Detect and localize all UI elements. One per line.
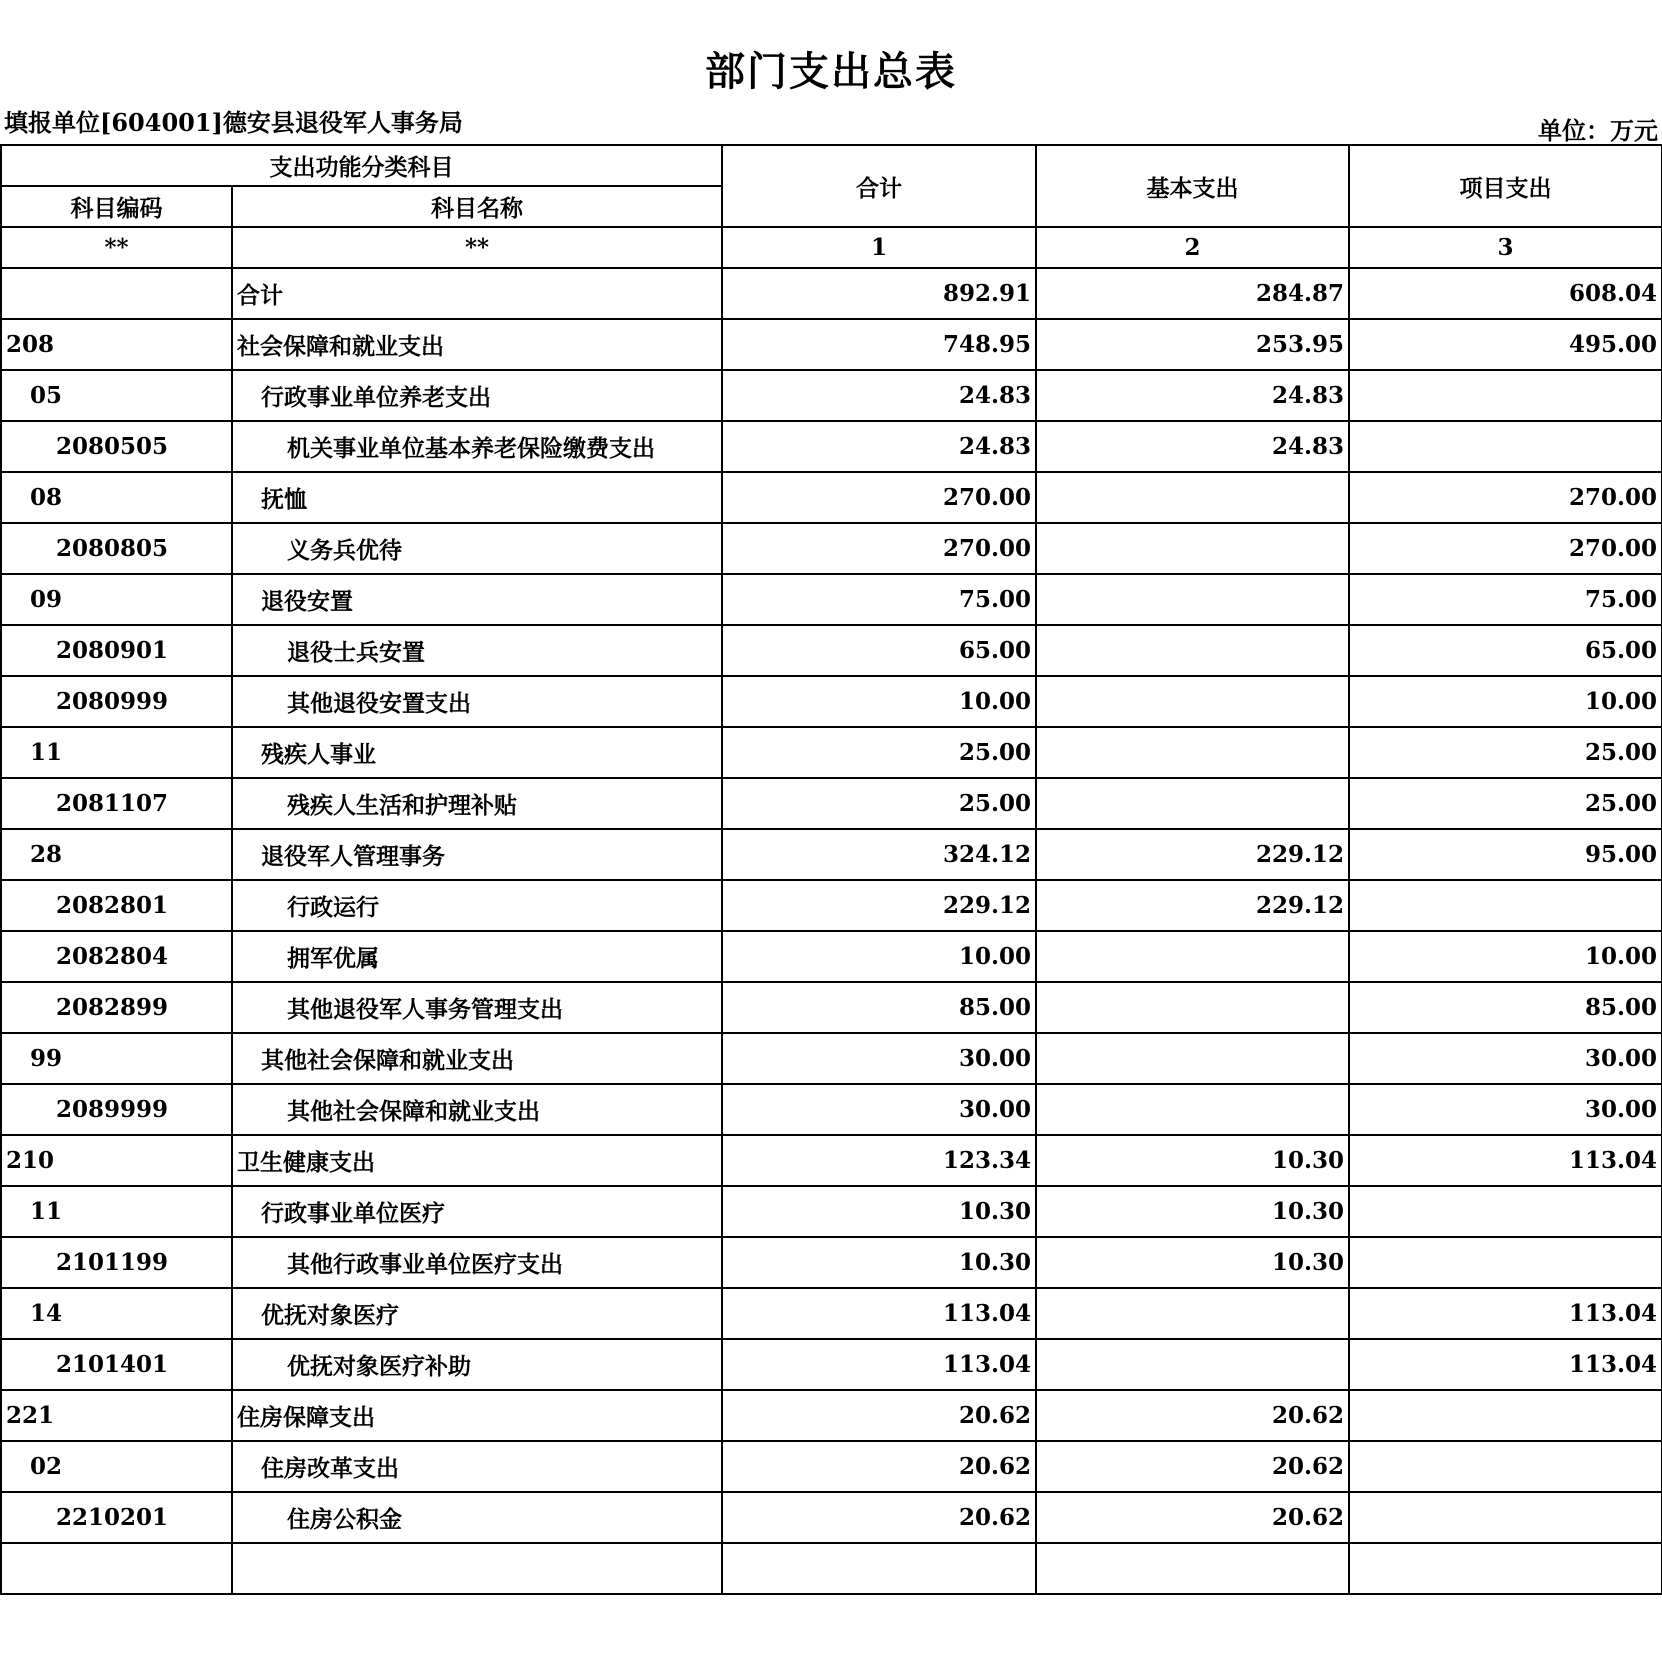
row-basic: 24.83 [1036,421,1349,472]
row-code: 08 [1,472,232,523]
row-basic: 10.30 [1036,1186,1349,1237]
row-total: 113.04 [722,1288,1036,1339]
row-name: 抚恤 [232,472,722,523]
table-row [1,1492,1662,1543]
row-project: 608.04 [1349,268,1662,319]
row-name: 优抚对象医疗补助 [232,1339,722,1390]
row-name: 退役士兵安置 [232,625,722,676]
index-total: 1 [722,227,1036,268]
row-basic [1036,931,1349,982]
row-project: 113.04 [1349,1288,1662,1339]
row-project [1349,1186,1662,1237]
row-basic [1036,982,1349,1033]
row-project: 65.00 [1349,625,1662,676]
row-project: 113.04 [1349,1339,1662,1390]
row-project: 270.00 [1349,523,1662,574]
table-row [1,778,1662,829]
row-total: 25.00 [722,727,1036,778]
table-row [1,1084,1662,1135]
row-name: 行政事业单位养老支出 [232,370,722,421]
row-basic: 24.83 [1036,370,1349,421]
table-row [1,1543,1662,1594]
table-row [1,1441,1662,1492]
row-code: 2101199 [1,1237,232,1288]
row-basic [1036,1543,1349,1594]
row-total: 30.00 [722,1084,1036,1135]
row-total: 10.30 [722,1186,1036,1237]
row-code: 2080505 [1,421,232,472]
row-code: 2080901 [1,625,232,676]
row-basic: 10.30 [1036,1237,1349,1288]
index-project: 3 [1349,227,1662,268]
row-basic [1036,727,1349,778]
row-project [1349,370,1662,421]
row-code: 11 [1,1186,232,1237]
row-name: 住房改革支出 [232,1441,722,1492]
row-project: 85.00 [1349,982,1662,1033]
row-total: 30.00 [722,1033,1036,1084]
row-total: 10.30 [722,1237,1036,1288]
row-name: 拥军优属 [232,931,722,982]
row-project: 30.00 [1349,1084,1662,1135]
row-basic [1036,472,1349,523]
row-total: 25.00 [722,778,1036,829]
row-project: 495.00 [1349,319,1662,370]
row-code: 2082899 [1,982,232,1033]
row-name: 行政事业单位医疗 [232,1186,722,1237]
row-total: 270.00 [722,523,1036,574]
row-basic [1036,676,1349,727]
currency-unit: 单位：万元 [1538,116,1658,145]
row-code: 28 [1,829,232,880]
row-basic [1036,574,1349,625]
header-project: 项目支出 [1349,145,1662,227]
table-row [1,982,1662,1033]
table-row [1,829,1662,880]
row-project [1349,880,1662,931]
row-basic [1036,1084,1349,1135]
table-row [1,268,1662,319]
table-row [1,1288,1662,1339]
row-code: 2082804 [1,931,232,982]
row-total: 24.83 [722,370,1036,421]
row-name: 其他退役安置支出 [232,676,722,727]
index-name: ** [232,227,722,268]
row-total: 85.00 [722,982,1036,1033]
table-row [1,523,1662,574]
row-code: 14 [1,1288,232,1339]
row-name: 优抚对象医疗 [232,1288,722,1339]
row-basic: 229.12 [1036,880,1349,931]
row-basic [1036,1033,1349,1084]
row-basic: 10.30 [1036,1135,1349,1186]
row-basic: 20.62 [1036,1492,1349,1543]
row-project: 10.00 [1349,931,1662,982]
table-row [1,421,1662,472]
row-project [1349,1543,1662,1594]
row-total: 324.12 [722,829,1036,880]
row-total: 65.00 [722,625,1036,676]
row-code: 99 [1,1033,232,1084]
row-basic: 284.87 [1036,268,1349,319]
row-name: 社会保障和就业支出 [232,319,722,370]
reporting-unit: 填报单位[604001]德安县退役军人事务局 [4,108,463,137]
table-row [1,1033,1662,1084]
page-title: 部门支出总表 [705,48,957,95]
row-code [1,268,232,319]
table-row [1,676,1662,727]
row-basic: 20.62 [1036,1441,1349,1492]
row-total: 24.83 [722,421,1036,472]
row-total: 10.00 [722,931,1036,982]
index-basic: 2 [1036,227,1349,268]
row-project: 30.00 [1349,1033,1662,1084]
row-name: 住房保障支出 [232,1390,722,1441]
row-total: 113.04 [722,1339,1036,1390]
row-name: 退役军人管理事务 [232,829,722,880]
header-function-category: 支出功能分类科目 [1,145,722,186]
row-name: 合计 [232,268,722,319]
row-project: 95.00 [1349,829,1662,880]
row-total: 20.62 [722,1492,1036,1543]
row-code: 221 [1,1390,232,1441]
row-project: 25.00 [1349,727,1662,778]
row-project [1349,421,1662,472]
row-code: 2080999 [1,676,232,727]
row-code: 2082801 [1,880,232,931]
row-project [1349,1441,1662,1492]
row-total: 20.62 [722,1390,1036,1441]
row-project: 10.00 [1349,676,1662,727]
row-basic [1036,778,1349,829]
row-name: 残疾人事业 [232,727,722,778]
row-code: 208 [1,319,232,370]
row-code: 2101401 [1,1339,232,1390]
row-name: 退役安置 [232,574,722,625]
row-basic [1036,523,1349,574]
row-code: 05 [1,370,232,421]
table-row [1,319,1662,370]
row-basic: 229.12 [1036,829,1349,880]
row-name: 其他行政事业单位医疗支出 [232,1237,722,1288]
row-name: 机关事业单位基本养老保险缴费支出 [232,421,722,472]
table-row [1,1186,1662,1237]
table-body [1,268,1662,1594]
row-name: 残疾人生活和护理补贴 [232,778,722,829]
row-basic: 253.95 [1036,319,1349,370]
row-name: 卫生健康支出 [232,1135,722,1186]
index-code: ** [1,227,232,268]
row-total [722,1543,1036,1594]
row-basic: 20.62 [1036,1390,1349,1441]
table-row [1,1339,1662,1390]
row-project: 113.04 [1349,1135,1662,1186]
table-row [1,472,1662,523]
row-basic [1036,1339,1349,1390]
row-total: 270.00 [722,472,1036,523]
row-code: 2081107 [1,778,232,829]
row-project [1349,1492,1662,1543]
row-total: 748.95 [722,319,1036,370]
row-code: 2080805 [1,523,232,574]
table-row [1,1135,1662,1186]
row-project [1349,1237,1662,1288]
row-name: 行政运行 [232,880,722,931]
header-code: 科目编码 [1,186,232,227]
table-row [1,1390,1662,1441]
header-basic: 基本支出 [1036,145,1349,227]
expenditure-table [0,144,1662,1595]
row-name: 其他社会保障和就业支出 [232,1084,722,1135]
row-basic [1036,1288,1349,1339]
row-code: 2089999 [1,1084,232,1135]
row-total: 20.62 [722,1441,1036,1492]
row-total: 229.12 [722,880,1036,931]
row-project: 75.00 [1349,574,1662,625]
row-code: 2210201 [1,1492,232,1543]
row-code [1,1543,232,1594]
row-name: 义务兵优待 [232,523,722,574]
row-name [232,1543,722,1594]
row-total: 10.00 [722,676,1036,727]
table-row [1,625,1662,676]
table-row [1,931,1662,982]
row-name: 住房公积金 [232,1492,722,1543]
table-row [1,1237,1662,1288]
header-name: 科目名称 [232,186,722,227]
row-project [1349,1390,1662,1441]
row-name: 其他社会保障和就业支出 [232,1033,722,1084]
header-total: 合计 [722,145,1036,227]
table-row [1,727,1662,778]
row-code: 09 [1,574,232,625]
row-total: 123.34 [722,1135,1036,1186]
row-project: 270.00 [1349,472,1662,523]
table-row [1,370,1662,421]
row-project: 25.00 [1349,778,1662,829]
table-row [1,880,1662,931]
row-total: 75.00 [722,574,1036,625]
row-name: 其他退役军人事务管理支出 [232,982,722,1033]
row-code: 02 [1,1441,232,1492]
row-code: 210 [1,1135,232,1186]
table-row [1,574,1662,625]
row-total: 892.91 [722,268,1036,319]
row-basic [1036,625,1349,676]
row-code: 11 [1,727,232,778]
